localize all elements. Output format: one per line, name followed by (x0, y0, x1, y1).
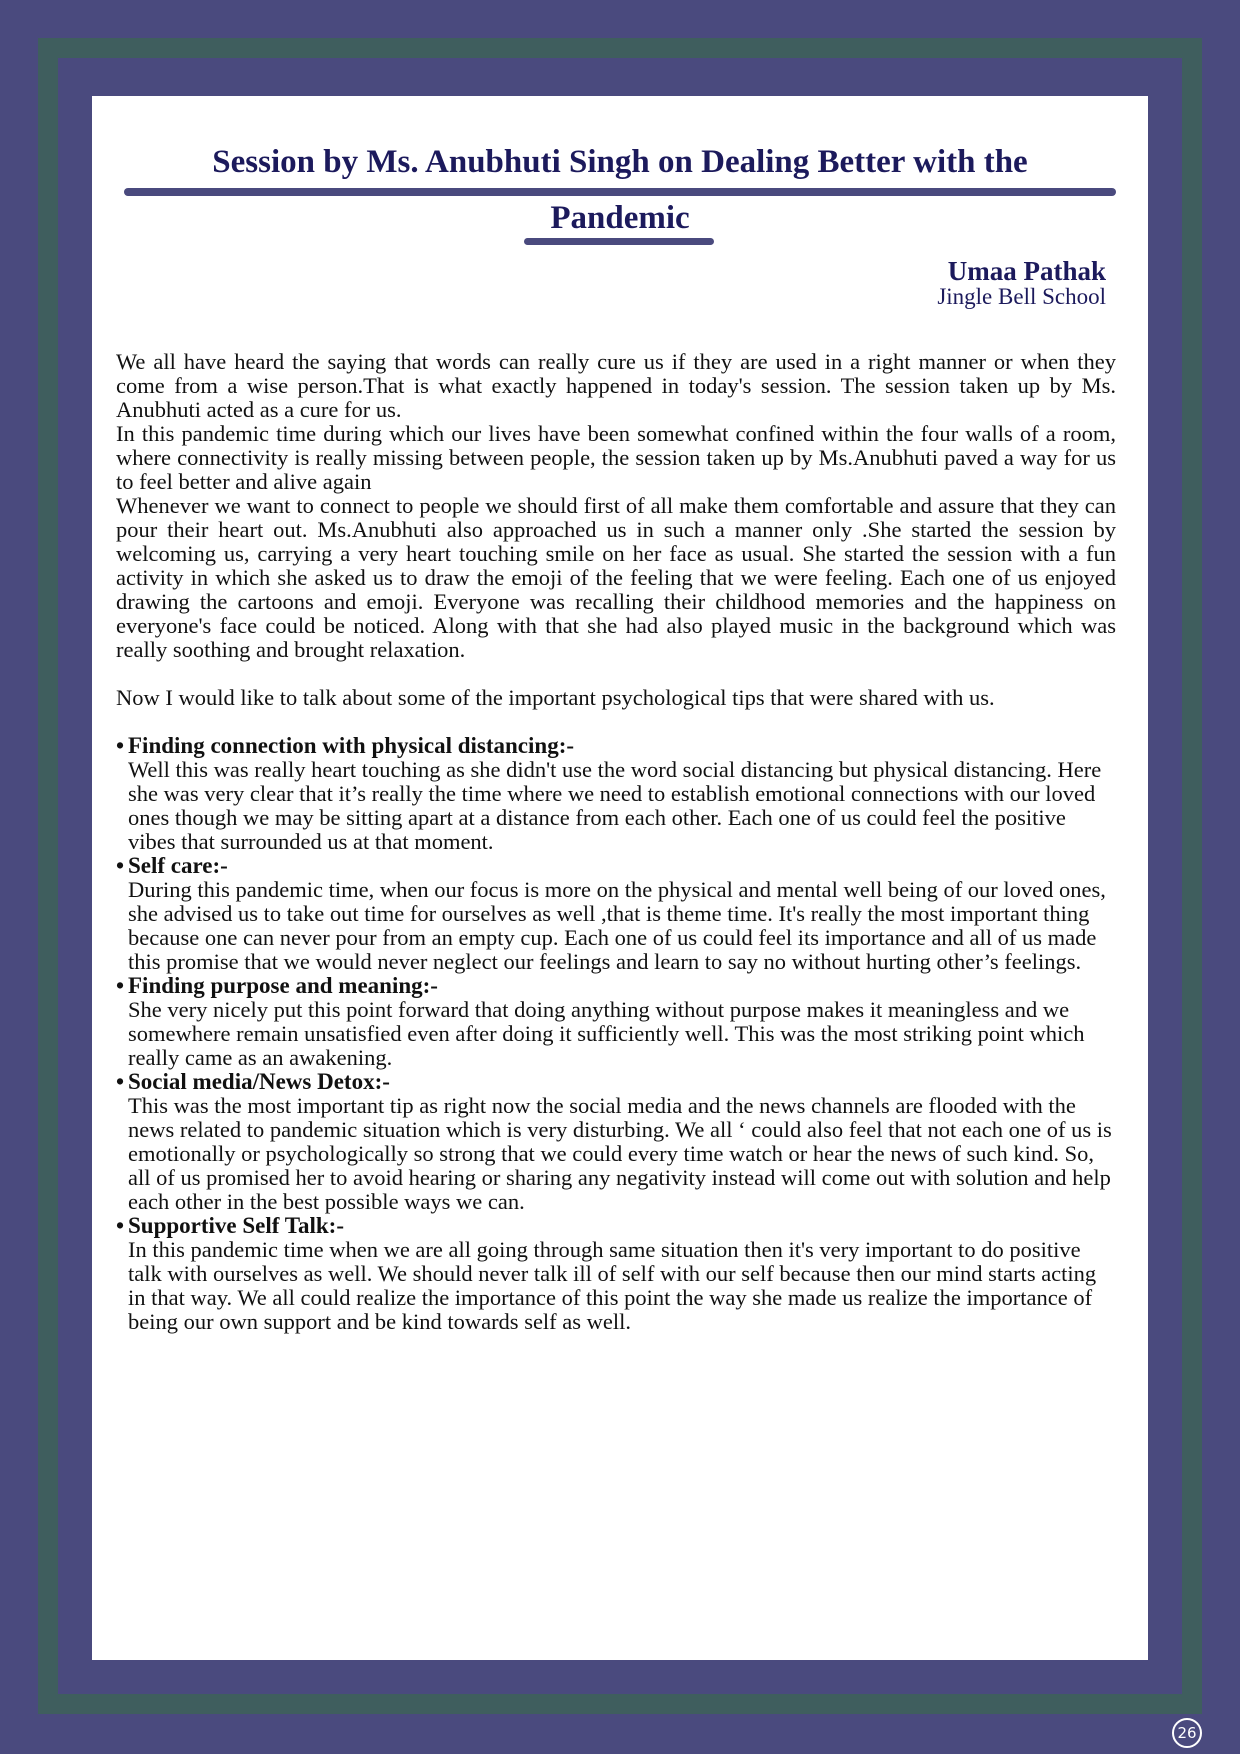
tip-heading-text: Finding connection with physical distancing:- (128, 733, 575, 758)
page-number-badge: 26 (1172, 1718, 1202, 1748)
tip-heading-text: Self care:- (128, 853, 228, 878)
bullet-icon: • (116, 733, 125, 758)
title-underline-1 (124, 188, 1116, 196)
bullet-icon: • (116, 973, 125, 998)
bullet-icon: • (116, 1213, 125, 1238)
spacer (116, 710, 1116, 734)
tip-heading-text: Social media/News Detox:- (128, 1069, 390, 1094)
paragraph: Now I would like to talk about some of the important psychological tips that were shared with us. (116, 685, 995, 710)
article-body (116, 350, 1116, 1334)
title-underline-2 (524, 238, 714, 245)
tip-heading-text: Supportive Self Talk:- (128, 1213, 344, 1238)
tip-text: This was the most important tip as right now the social media and the news channels are flooded with the news related to pandemic situation which is very disturbing. We all ‘ could also feel that not each one of us is emotionally or psychologically so strong that we could every time watch or hear the news of such kind. So, all of us promised her to avoid hearing or sharing any negativity instead will come out with solution and help each other in the best possible ways we can. (128, 1093, 1112, 1214)
tip-text: She very nicely put this point forward that doing anything without purpose makes it meaningless and we somewhere remain unsatisfied even after doing it sufficiently well. This was the most striking point which really came as an awakening. (128, 997, 1085, 1070)
tip-section (116, 1214, 1116, 1334)
tip-heading (116, 1214, 1116, 1238)
tip-heading-text: Finding purpose and meaning:- (128, 973, 438, 998)
tip-text: During this pandemic time, when our focus is more on the physical and mental well being of our loved ones, she advised us to take out time for ourselves as well ,that is theme time. It's really the most important thing because one can never pour from an empty cup. Each one of us could feel its importance and all of us made this promise that we would never neglect our feelings and learn to say no without hurting other’s feelings. (128, 877, 1106, 974)
author-name: Umaa Pathak (947, 256, 1106, 286)
page-title-line-2: Pandemic (550, 200, 690, 236)
paragraph: Whenever we want to connect to people we should first of all make them comfortable and assure that they can pour their heart out. Ms.Anubhuti also approached us in such a manner only .She started the session by welcoming us, carrying a very heart touching smile on her face as usual. She started the session with a fun activity in which she asked us to draw the emoji of the feeling that we were feeling. Each one of us enjoyed drawing the cartoons and emoji. Everyone was recalling their childhood memories and the happiness on everyone's face could be noticed. Along with that she had also played music in the background which was really soothing and brought relaxation. (116, 493, 1116, 662)
tip-section (116, 854, 1116, 974)
bullet-icon: • (116, 1069, 125, 1094)
bullet-icon: • (116, 853, 125, 878)
page-sheet (92, 96, 1148, 1660)
tip-section (116, 974, 1116, 1070)
paragraph: In this pandemic time during which our lives have been somewhat confined within the four walls of a room, where connectivity is really missing between people, the session taken up by Ms.Anubhuti paved a way for us to feel better and alive again (116, 421, 1116, 494)
paragraph: We all have heard the saying that words can really cure us if they are used in a right manner or when they come from a wise person.That is what exactly happened in today's session. The session taken up by Ms. Anubhuti acted as a cure for us. (116, 349, 1116, 422)
tip-heading (116, 854, 1116, 878)
tip-text: Well this was really heart touching as she didn't use the word social distancing but physical distancing. Here she was very clear that it’s really the time where we need to establish emotional connections with our loved ones though we may be sitting apart at a distance from each other. Each one of us could feel the positive vibes that surrounded us at that moment. (128, 757, 1102, 854)
tip-heading (116, 734, 1116, 758)
tip-section (116, 1070, 1116, 1214)
author-school: Jingle Bell School (937, 284, 1106, 309)
page-title-line-1: Session by Ms. Anubhuti Singh on Dealing Better with the (212, 144, 1028, 180)
tip-heading (116, 974, 1116, 998)
tip-heading (116, 1070, 1116, 1094)
tip-section (116, 734, 1116, 854)
spacer (116, 662, 1116, 686)
tip-text: In this pandemic time when we are all going through same situation then it's very important to do positive talk with ourselves as well. We should never talk ill of self with our self because then our mind starts acting in that way. We all could realize the importance of this point the way she made us realize the importance of being our own support and be kind towards self as well. (128, 1237, 1097, 1334)
